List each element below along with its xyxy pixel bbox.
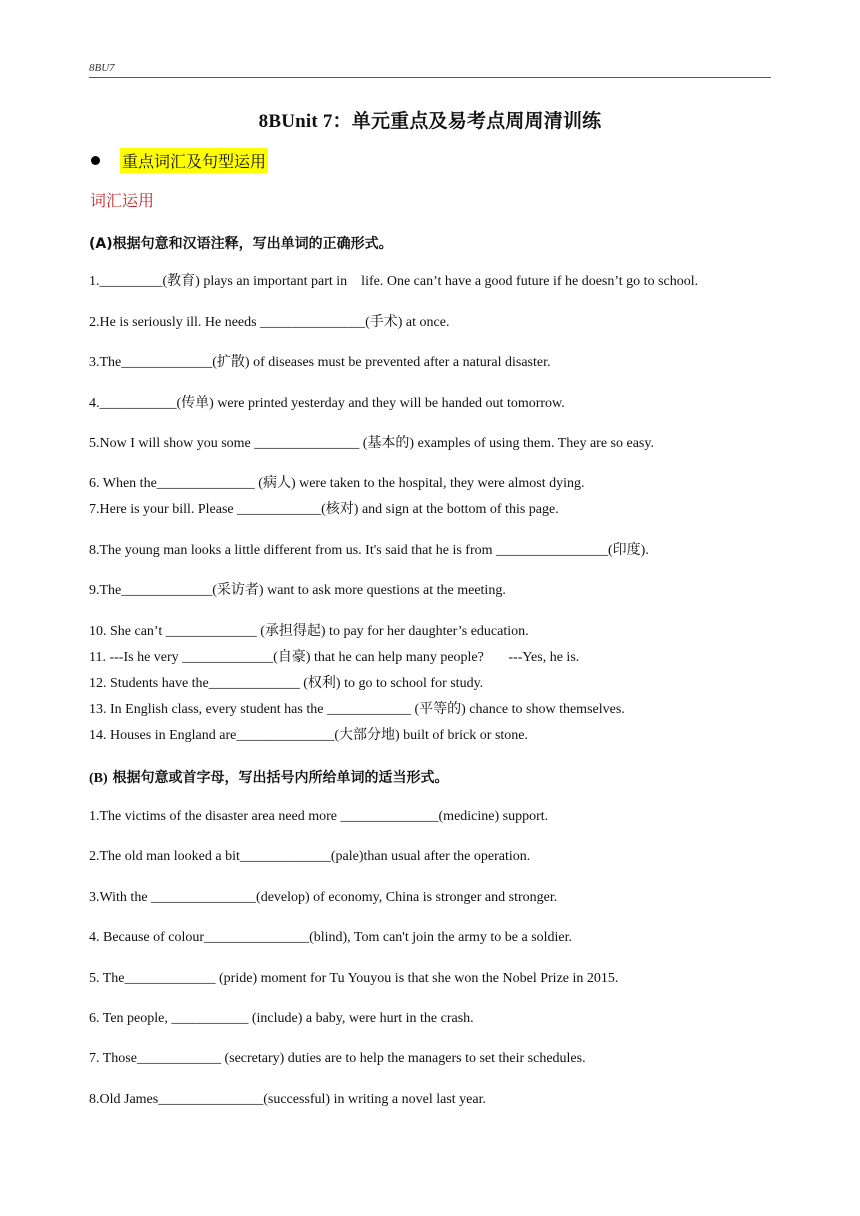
question-a-11: 11. ---Is he very _____________(自豪) that he can help many people? ---Yes, he is. <box>89 650 580 665</box>
question-a-12: 12. Students have the_____________ (权利) to go to school for study. <box>89 676 484 691</box>
question-a-4: 4.___________(传单) were printed yesterday and they will be handed out tomorrow. <box>89 396 565 411</box>
part-b-instruction-text: 根据句意或首字母，写出括号内所给单词的适当形式。 <box>107 770 449 786</box>
question-a-14: 14. Houses in England are______________(大部分地) built of brick or stone. <box>89 728 528 743</box>
part-b-instruction <box>89 767 449 787</box>
part-b-tag: (B) <box>89 771 108 786</box>
bullet-dot-icon <box>91 156 100 165</box>
section-bullet <box>91 146 268 174</box>
question-a-1: 1._________(教育) plays an important part in life. One can’t have a good future if he doesn’t go to school. <box>89 274 699 289</box>
question-b-1: 1.The victims of the disaster area need more ______________(medicine) support. <box>89 809 549 824</box>
part-a-instruction: (A)根据句意和汉语注释，写出单词的正确形式。 <box>89 236 393 252</box>
question-a-2: 2.He is seriously ill. He needs _______________(手术) at once. <box>89 315 450 330</box>
question-a-5: 5.Now I will show you some _______________ (基本的) examples of using them. They are so easy. <box>89 436 654 451</box>
subheading-vocabulary: 词汇运用 <box>90 191 155 210</box>
document-title: 8BUnit 7：单元重点及易考点周周清训练 <box>258 111 602 132</box>
running-head-text: 8BU7 <box>89 62 115 74</box>
question-a-8: 8.The young man looks a little different from us. It's said that he is from ________________(印度). <box>89 543 649 558</box>
question-b-7: 7. Those____________ (secretary) duties are to help the managers to set their schedules. <box>89 1051 586 1066</box>
running-header <box>89 62 771 78</box>
question-b-2: 2.The old man looked a bit_____________(pale)than usual after the operation. <box>89 849 531 864</box>
question-a-3: 3.The_____________(扩散) of diseases must be prevented after a natural disaster. <box>89 355 551 370</box>
question-b-3: 3.With the _______________(develop) of economy, China is stronger and stronger. <box>89 890 558 905</box>
question-a-9: 9.The_____________(采访者) want to ask more questions at the meeting. <box>89 583 506 598</box>
question-a-13: 13. In English class, every student has the ____________ (平等的) chance to show themselves. <box>89 702 625 717</box>
highlighted-section-heading: 重点词汇及句型运用 <box>120 148 268 173</box>
question-a-6: 6. When the______________ (病人) were taken to the hospital, they were almost dying. <box>89 476 585 491</box>
question-b-5: 5. The_____________ (pride) moment for Tu Youyou is that she won the Nobel Prize in 2015. <box>89 971 619 986</box>
question-b-8: 8.Old James_______________(successful) in writing a novel last year. <box>89 1092 486 1107</box>
question-b-4: 4. Because of colour_______________(blind), Tom can't join the army to be a soldier. <box>89 930 573 945</box>
question-a-10: 10. She can’t _____________ (承担得起) to pay for her daughter’s education. <box>89 624 529 639</box>
question-a-7: 7.Here is your bill. Please ____________(核对) and sign at the bottom of this page. <box>89 502 559 517</box>
question-b-6: 6. Ten people, ___________ (include) a baby, were hurt in the crash. <box>89 1011 474 1026</box>
